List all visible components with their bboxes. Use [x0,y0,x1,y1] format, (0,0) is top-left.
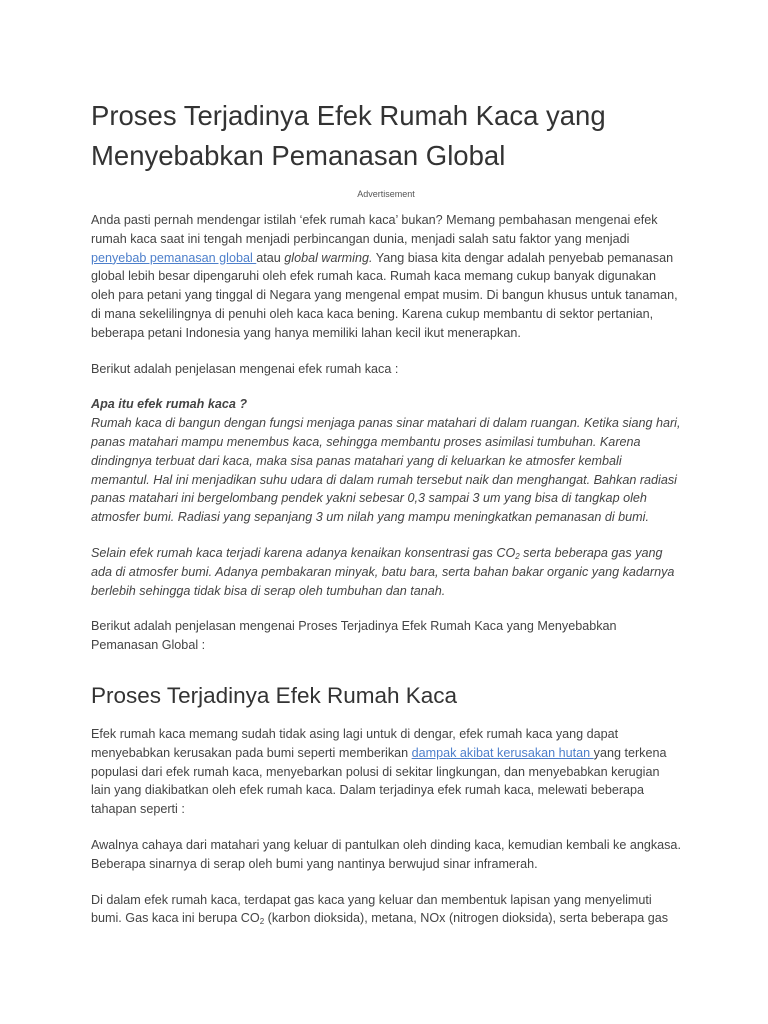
process-text-a: Efek rumah kaca memang sudah tidak asing lagi untuk di dengar, efek rumah kaca yang dapat menyebabkan kerusakan pada bumi seperti memberikan [91,726,619,760]
article-title: Proses Terjadinya Efek Rumah Kaca yang Menyebabkan Pemanasan Global [91,100,606,171]
process-text-b: yang terkena populasi dari efek rumah kaca, menyebarkan polusi di sekitar lingkungan, dan menyebabkan kerugian lain yang diakibatkan oleh efek rumah kaca. Dalam terjadinya efek rumah kaca, melewati beberapa tahapan seperti : [91,745,667,817]
definition-heading: Apa itu efek rumah kaca ? [91,397,248,412]
definition-text: Rumah kaca di bangun dengan fungsi menjaga panas sinar matahari di dalam ruangan. Ketika siang hari, panas matahari mampu menembus kaca, sehingga membantu proses asimilasi tumbuhan. Karena dindingnya terbuat dari kaca, maka sisa panas matahari yang di keluarkan ke atmosfer kembali memantul. Hal ini menjadikan suhu udara di dalam rumah tersebut naik dan menghangat. Bahkan radiasi panas matahari ini bergelombang pendek yakni sebesar 0,3 sampai 3 um yang bisa di tangkap oleh atmosfer bumi. Radiasi yang sepanjang 3 um nilah yang mampu meningkatkan pemanasan di bumi. [91,416,681,525]
section-title: Proses Terjadinya Efek Rumah Kaca [91,682,458,708]
intro-text-b: atau [256,250,285,265]
gas-subscript: 2 [259,917,265,927]
intro-text-c: Yang biasa kita dengar adalah penyebab pemanasan global lebih besar dipengaruhi oleh efek rumah kaca. Rumah kaca memang cukup banyak digunakan oleh para petani yang tinggal di Negara yang mengenal empat musim. Di bangun khusus untuk tanaman, di mana sekelilingnya di penuhi oleh kaca kaca bening. Karena cukup membantu di sektor pertanian, beberapa petani Indonesia yang hanya memiliki lahan kecil ikut menerapkan. [91,250,678,340]
process-paragraph [91,725,681,819]
co2-paragraph [91,544,681,600]
co2-text-a: Selain efek rumah kaca terjadi karena adanya kenaikan konsentrasi gas CO [91,545,516,560]
list-intro-paragraph: Berikut adalah penjelasan mengenai efek rumah kaca : [91,361,399,376]
article-body [91,96,681,945]
co2-text-b: serta beberapa gas yang ada di atmosfer bumi. Adanya pembakaran minyak, batu bara, serta bahan bakar organic yang kadarnya berlebih sehingga tidak bisa di serap oleh tumbuhan dan tanah. [91,545,675,598]
link-penyebab-pemanasan-global[interactable]: penyebab pemanasan global [91,250,257,265]
co2-subscript: 2 [515,551,520,561]
gas-text-a: Di dalam efek rumah kaca, terdapat gas kaca yang keluar dan membentuk lapisan yang menyelimuti bumi. Gas kaca ini berupa CO [91,892,652,926]
definition-paragraph [91,395,681,527]
intro-text-a: Anda pasti pernah mendengar istilah ‘efek rumah kaca’ bukan? Memang pembahasan mengenai efek rumah kaca saat ini tengah menjadi perbincangan dunia, menjadi salah satu faktor yang menjadi [91,213,658,246]
stage-one-paragraph: Awalnya cahaya dari matahari yang keluar di pantulkan oleh dinding kaca, kemudian kembali ke angkasa. Beberapa sinarnya di serap oleh bumi yang nantinya berwujud sinar inframerah. [91,837,681,871]
intro-paragraph [91,211,681,343]
process-intro-paragraph: Berikut adalah penjelasan mengenai Proses Terjadinya Efek Rumah Kaca yang Menyebabkan Pemanasan Global : [91,619,617,653]
intro-emphasis: global warming. [284,250,373,265]
advertisement-label: Advertisement [357,189,415,199]
gas-paragraph [91,891,681,929]
gas-text-b: (karbon dioksida), metana, NOx (nitrogen dioksida), serta beberapa gas [264,911,669,926]
link-dampak-kerusakan-hutan[interactable]: dampak akibat kerusakan hutan [411,745,594,760]
